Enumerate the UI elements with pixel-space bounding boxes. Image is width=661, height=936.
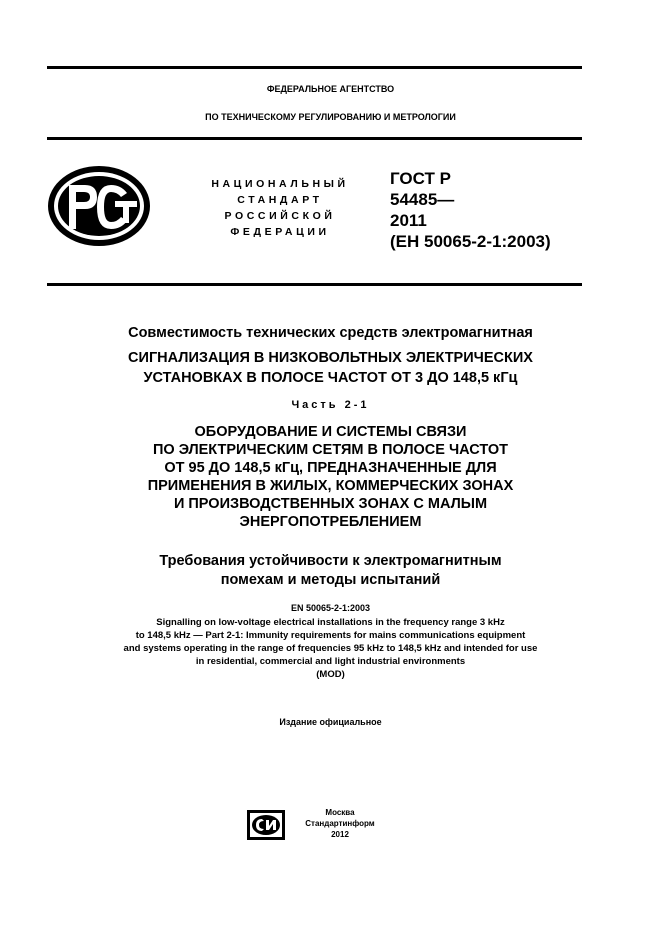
agency-line-1: ФЕДЕРАЛЬНОЕ АГЕНТСТВО: [266, 84, 395, 94]
national-standard-line: РОССИЙСКОЙ: [224, 210, 336, 222]
english-title-line: Signalling on low-voltage electrical installations in the frequency range 3 kHz: [156, 617, 505, 628]
en-standard-code: EN 50065-2-1:2003: [290, 603, 371, 613]
publisher-name: Стандартинформ: [305, 819, 375, 828]
designation-en-reference: (ЕН 50065-2-1:2003): [390, 232, 551, 251]
publisher-city: Москва: [325, 808, 355, 817]
english-title-line: in residential, commercial and light industrial environments: [195, 656, 466, 667]
national-standard-line: ФЕДЕРАЦИИ: [230, 226, 330, 238]
document-title-caps-1: СИГНАЛИЗАЦИЯ В НИЗКОВОЛЬТНЫХ ЭЛЕКТРИЧЕСКИХ: [128, 350, 533, 366]
designation-line-1: ГОСТ Р: [390, 169, 451, 188]
document-subtitle: [20, 423, 641, 531]
national-standard-label: [160, 176, 400, 240]
publication-year: 2012: [331, 830, 349, 839]
requirements-line-2: помехам и методы испытаний: [220, 572, 441, 588]
agency-line-2: ПО ТЕХНИЧЕСКОМУ РЕГУЛИРОВАНИЮ И МЕТРОЛОГИИ: [205, 112, 456, 122]
english-title-line: (MOD): [316, 669, 345, 680]
standartinform-logo-icon: [246, 808, 286, 842]
designation-number: 54485—: [390, 190, 455, 209]
header-divider: [47, 137, 582, 140]
subtitle-line: ПРИМЕНЕНИЯ В ЖИЛЫХ, КОММЕРЧЕСКИХ ЗОНАХ: [147, 478, 514, 494]
publisher-info: [295, 807, 385, 840]
national-standard-line: СТАНДАРТ: [237, 194, 323, 206]
english-title-line: to 148,5 kHz — Part 2-1: Immunity requirements for mains communications equipment: [135, 630, 526, 641]
national-standard-line: НАЦИОНАЛЬНЫЙ: [211, 178, 349, 190]
subtitle-line: ЭНЕРГОПОТРЕБЛЕНИЕМ: [239, 514, 422, 530]
rst-logo-icon: [45, 163, 153, 249]
top-divider: [47, 66, 582, 69]
edition-label: Издание официальное: [279, 717, 382, 727]
standard-designation: [390, 168, 551, 252]
english-title-line: and systems operating in the range of frequencies 95 kHz to 148,5 kHz and intended for use: [123, 643, 538, 654]
designation-year: 2011: [390, 211, 427, 230]
subtitle-line: ОБОРУДОВАНИЕ И СИСТЕМЫ СВЯЗИ: [194, 424, 467, 440]
subtitle-line: И ПРОИЗВОДСТВЕННЫХ ЗОНАХ С МАЛЫМ: [173, 496, 488, 512]
document-title-main: Совместимость технических средств электромагнитная: [128, 325, 533, 341]
requirements-line-1: Требования устойчивости к электромагнитным: [159, 553, 502, 569]
english-title: [20, 616, 641, 681]
subtitle-line: ОТ 95 ДО 148,5 кГц, ПРЕДНАЗНАЧЕННЫЕ ДЛЯ: [164, 460, 497, 476]
document-title-caps-2: УСТАНОВКАХ В ПОЛОСЕ ЧАСТОТ ОТ 3 ДО 148,5 кГц: [143, 370, 518, 386]
subtitle-line: ПО ЭЛЕКТРИЧЕСКИМ СЕТЯМ В ПОЛОСЕ ЧАСТОТ: [152, 442, 509, 458]
document-part-label: Часть 2-1: [291, 399, 370, 411]
header-bottom-divider: [47, 283, 582, 286]
